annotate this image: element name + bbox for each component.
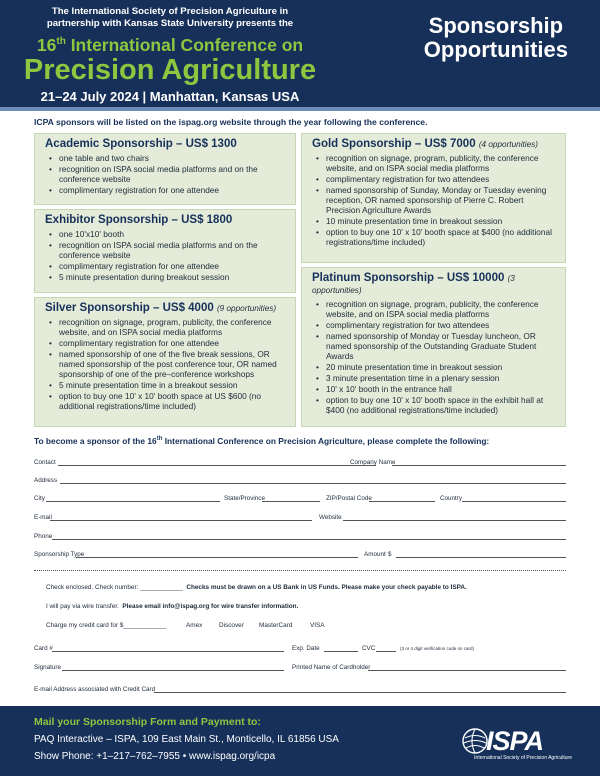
footer-phone-web: Show Phone: +1–217–762–7955 • www.ispag.org/icpa bbox=[34, 751, 276, 762]
amount-label: Amount bbox=[364, 551, 386, 558]
cvc-note: (3 or 4 digit verification code on card) bbox=[400, 646, 475, 651]
exhibitor-list bbox=[45, 229, 289, 282]
conference-title bbox=[0, 32, 340, 55]
list-item: • complimentary registration for two attendees bbox=[312, 320, 559, 330]
intro-line-2: partnership with Kansas State University presents the bbox=[46, 18, 294, 29]
sponsorship-heading-line-2: Opportunities bbox=[423, 37, 568, 62]
list-item: • complimentary registration for one attendee bbox=[45, 261, 289, 271]
exhibitor-sponsorship-box bbox=[34, 209, 296, 293]
list-item: • 5 minute presentation during breakout session bbox=[45, 272, 289, 282]
list-item: • recognition on ISPA social media platforms and on the conference website bbox=[45, 240, 289, 260]
list-item: • option to buy one 10' x 10' booth space at US $600 (no additional registrations/time included) bbox=[45, 391, 289, 411]
footer-address: PAQ Interactive – ISPA, 109 East Main St., Monticello, IL 61856 USA bbox=[34, 734, 339, 745]
email-label: E-mail bbox=[34, 514, 52, 521]
silver-note: (9 opportunities) bbox=[216, 304, 277, 313]
academic-list bbox=[45, 153, 289, 195]
check-option[interactable]: Check enclosed. Check number: ____________ Checks must be drawn on a US Bank in US Funds. Please make your check payable to ISPA. bbox=[46, 584, 467, 591]
list-item: • 3 minute presentation time in a plenary session bbox=[312, 373, 559, 383]
card-email-label: E-mail Address associated with Credit Card bbox=[34, 686, 156, 693]
phone-label: Phone bbox=[34, 533, 53, 540]
gold-note: (4 opportunities) bbox=[478, 140, 538, 149]
silver-title: Silver Sponsorship – US$ 4000 (9 opportunities) bbox=[45, 302, 277, 314]
amount-field[interactable] bbox=[396, 549, 566, 558]
list-item: • recognition on signage, program, publicity, the conference website, and on ISPA social media platforms bbox=[312, 153, 559, 173]
sponsorship-heading bbox=[424, 14, 568, 62]
list-item: • named sponsorship of Monday or Tuesday luncheon, OR named sponsorship of the Outstanding Graduate Student Awards bbox=[312, 331, 559, 361]
card-email-field[interactable] bbox=[154, 684, 566, 693]
logo-wordmark: ISPA bbox=[486, 726, 544, 756]
form-row-card bbox=[34, 643, 566, 655]
silver-list bbox=[45, 317, 289, 411]
footer bbox=[0, 706, 600, 776]
list-item: • named sponsorship of one of the five break sessions, OR named sponsorship of the post conference tour, OR named sponsorship of one of the pre–conference workshops bbox=[45, 349, 289, 379]
list-item: • one 10'x10' booth bbox=[45, 229, 289, 239]
form-row-card-email bbox=[34, 684, 566, 696]
form-row-signature bbox=[34, 662, 566, 674]
list-item: • complimentary registration for one attendee bbox=[45, 338, 289, 348]
conference-title-block bbox=[0, 6, 340, 104]
list-item: • recognition on signage, program, publicity, the conference website, and on ISPA social media platforms bbox=[312, 299, 559, 319]
city-field[interactable] bbox=[46, 493, 220, 502]
gold-title: Gold Sponsorship – US$ 7000 (4 opportunities) bbox=[312, 138, 538, 150]
city-label: City bbox=[34, 495, 45, 502]
card-number-field[interactable] bbox=[52, 643, 284, 652]
sponsor-notice: ICPA sponsors will be listed on the ispag.org website through the year following the conference. bbox=[34, 117, 428, 127]
title-ordinal-suffix: th bbox=[56, 36, 66, 47]
country-field[interactable] bbox=[462, 493, 566, 502]
signature-field[interactable] bbox=[62, 662, 284, 671]
printed-name-field[interactable] bbox=[368, 662, 566, 671]
zip-label: ZIP/Postal Code bbox=[326, 495, 372, 502]
date-location: 21–24 July 2024 | Manhattan, Kansas USA bbox=[40, 88, 300, 104]
list-item: • named sponsorship of Sunday, Monday or Tuesday evening reception, OR named sponsorship of Pierre C. Robert Precision Agriculture Awards bbox=[312, 185, 559, 215]
country-label: Country bbox=[440, 495, 463, 502]
form-row-phone bbox=[34, 531, 566, 543]
form-row-city bbox=[34, 493, 566, 505]
list-item: • 20 minute presentation time in breakout session bbox=[312, 362, 559, 372]
website-label: Website bbox=[319, 514, 342, 521]
ispa-logo bbox=[460, 724, 572, 764]
conference-main-title: Precision Agriculture bbox=[23, 53, 317, 86]
form-instructions: To become a sponsor of the 16th International Conference on Precision Agriculture, please complete the following: bbox=[34, 436, 490, 446]
printed-name-label: Printed Name of Cardholder bbox=[292, 664, 371, 671]
card-number-label: Card # bbox=[34, 645, 53, 652]
gold-sponsorship-box bbox=[301, 133, 566, 263]
platinum-note: (3 opportunities) bbox=[312, 274, 515, 295]
card-type-visa[interactable]: VISA bbox=[310, 622, 325, 629]
platinum-title: Platinum Sponsorship – US$ 10000 (3 opportunities) bbox=[312, 272, 515, 295]
sponsorship-type-field[interactable] bbox=[76, 549, 358, 558]
intro-line-1: The International Society of Precision Agriculture in bbox=[51, 6, 289, 17]
logo-subtitle: International Society of Precision Agriculture bbox=[474, 755, 572, 761]
state-label: State/Province bbox=[224, 495, 265, 502]
dotted-divider bbox=[34, 570, 566, 571]
list-item: • complimentary registration for one attendee bbox=[45, 185, 289, 195]
footer-heading: Mail your Sponsorship Form and Payment to: bbox=[34, 716, 261, 728]
sponsorship-heading-line-1: Sponsorship bbox=[428, 13, 564, 38]
title-rest: International Conference on bbox=[65, 34, 304, 55]
form-row-address bbox=[34, 475, 566, 487]
exp-date-field[interactable] bbox=[324, 643, 358, 652]
silver-sponsorship-box bbox=[34, 297, 296, 427]
email-field[interactable] bbox=[50, 512, 312, 521]
gold-list bbox=[312, 153, 559, 247]
form-row-email bbox=[34, 512, 566, 524]
academic-sponsorship-box bbox=[34, 133, 296, 205]
website-field[interactable] bbox=[343, 512, 566, 521]
company-field[interactable] bbox=[392, 457, 566, 466]
cvc-label: CVC bbox=[362, 645, 376, 652]
sponsorship-type-label: Sponsorship Type bbox=[34, 551, 85, 558]
header-banner bbox=[0, 0, 600, 107]
list-item: • one table and two chairs bbox=[45, 153, 289, 163]
contact-field[interactable] bbox=[58, 457, 376, 466]
card-type-mastercard[interactable]: MasterCard bbox=[259, 622, 293, 629]
address-field[interactable] bbox=[60, 475, 566, 484]
list-item: • recognition on ISPA social media platforms and on the conference website bbox=[45, 164, 289, 184]
signature-label: Signature bbox=[34, 664, 61, 671]
title-ordinal: 16 bbox=[36, 34, 57, 55]
list-item: • option to buy one 10' x 10' booth space at $400 (no additional registrations/time included) bbox=[312, 227, 559, 247]
state-field[interactable] bbox=[262, 493, 320, 502]
card-type-discover[interactable]: Discover bbox=[219, 622, 244, 629]
phone-field[interactable] bbox=[52, 531, 566, 540]
exhibitor-title: Exhibitor Sponsorship – US$ 1800 bbox=[45, 214, 233, 226]
form-row-contact bbox=[34, 457, 566, 469]
exp-date-label: Exp. Date bbox=[292, 645, 320, 652]
list-item: • option to buy one 10' x 10' booth space in the exhibit hall at $400 (no additional registrations/time included) bbox=[312, 395, 559, 415]
list-item: • 5 minute presentation time in a breakout session bbox=[45, 380, 289, 390]
card-type-amex[interactable]: Amex bbox=[186, 622, 203, 629]
academic-title: Academic Sponsorship – US$ 1300 bbox=[45, 138, 237, 150]
address-label: Address bbox=[34, 477, 58, 484]
company-label: Company Name bbox=[350, 459, 396, 466]
platinum-list bbox=[312, 299, 559, 415]
platinum-sponsorship-box bbox=[301, 267, 566, 427]
cvc-field[interactable] bbox=[376, 643, 396, 652]
banner-strip bbox=[0, 107, 600, 111]
list-item: • complimentary registration for two attendees bbox=[312, 174, 559, 184]
wire-option[interactable]: I will pay via wire transfer. Please email info@ispag.org for wire transfer information. bbox=[46, 603, 299, 610]
list-item: • recognition on signage, program, publicity, the conference website, and on ISPA social media platforms bbox=[45, 317, 289, 337]
contact-label: Contact bbox=[34, 459, 56, 466]
amount-currency: $ bbox=[388, 551, 392, 558]
zip-field[interactable] bbox=[369, 493, 435, 502]
form-row-sponsorship bbox=[34, 549, 566, 561]
list-item: • 10' x 10' booth in the entrance hall bbox=[312, 384, 559, 394]
list-item: • 10 minute presentation time in breakout session bbox=[312, 216, 559, 226]
credit-card-option[interactable]: Charge my credit card for $____________ bbox=[46, 622, 167, 629]
